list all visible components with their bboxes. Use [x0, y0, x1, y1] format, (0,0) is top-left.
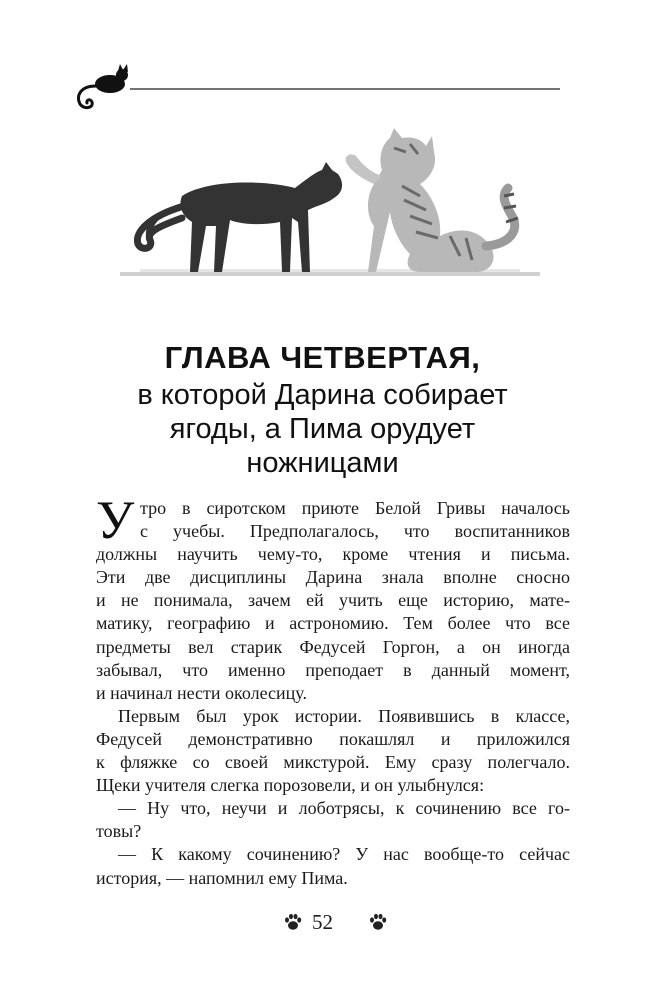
text-line: товы? — [96, 821, 142, 842]
page-number: 52 — [312, 910, 333, 934]
text-line: и начинал нести околесицу. — [96, 682, 308, 703]
chapter-heading — [60, 340, 585, 480]
text-line: Эти две дисциплины Дарина знала вполне сносно — [96, 567, 570, 588]
paw-icon — [368, 912, 388, 932]
chapter-subtitle-line: в которой Дарина собирает — [137, 379, 508, 411]
text-line: к фляжке со своей микстурой. Ему сразу полегчало. — [96, 752, 570, 773]
black-cat-figure — [137, 162, 342, 272]
tabby-cat-figure — [346, 128, 518, 272]
text-line: Федусей демонстративно покашлял и приложился — [96, 728, 570, 749]
chapter-subtitle — [60, 378, 585, 480]
cats-illustration — [120, 126, 540, 286]
chapter-body — [96, 490, 570, 890]
header-ornament — [74, 64, 564, 112]
text-line: забывал, что именно преподает в данный момент, — [96, 659, 570, 680]
text-line: матику, географию и астрономию. Тем более что все — [96, 613, 570, 634]
text-line: Первым был урок истории. Появившись в классе, — [118, 705, 570, 726]
chapter-subtitle-line: ягоды, а Пима орудует — [169, 413, 476, 445]
sitting-cat-icon — [79, 64, 128, 108]
chapter-subtitle-line: ножницами — [246, 447, 399, 479]
text-line: тро в сиротском приюте Белой Гривы началось — [140, 498, 570, 518]
drop-cap: У — [96, 490, 135, 550]
text-line: должны научить чему-то, кроме чтения и письма. — [96, 544, 570, 565]
text-line: предметы вел старик Федусей Горгон, а он иногда — [96, 636, 570, 657]
page-footer — [0, 904, 645, 944]
chapter-title: ГЛАВА ЧЕТВЕРТАЯ, — [164, 340, 481, 375]
text-line: с учебы. Предполагалось, что воспитанников — [140, 521, 570, 542]
text-line: — Ну что, неучи и лоботрясы, к сочинению все го- — [118, 798, 570, 819]
text-line: история, — напомнил ему Пима. — [96, 867, 348, 888]
text-line: и не понимала, зачем ей учить еще историю, мате- — [96, 590, 570, 611]
text-line: — К какому сочинению? У нас вообще-то сейчас — [118, 844, 570, 865]
text-line: Щеки учителя слегка порозовели, и он улыбнулся: — [96, 775, 485, 796]
